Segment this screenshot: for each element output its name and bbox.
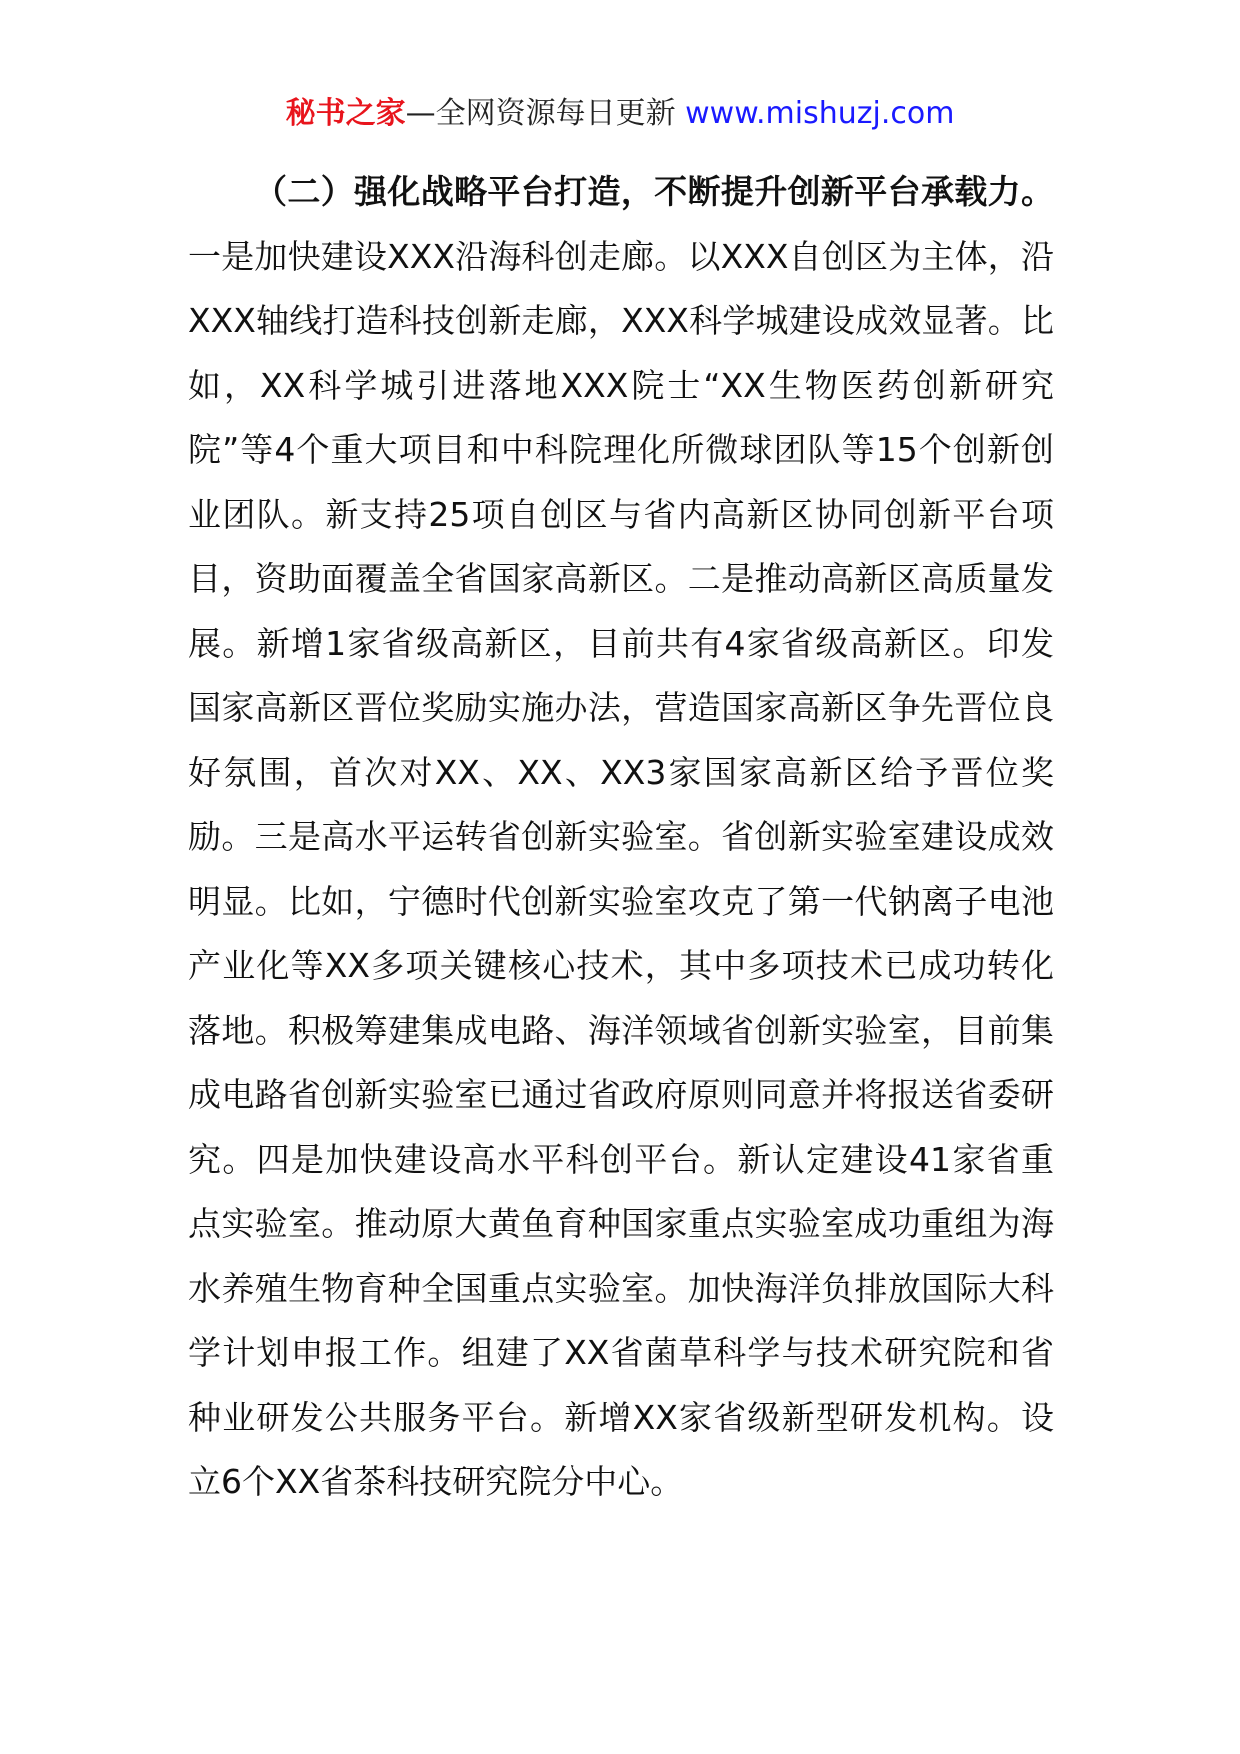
section-heading: （二）强化战略平台打造，不断提升创新平台承载力。 xyxy=(254,172,1054,211)
document-body xyxy=(188,160,1054,1515)
site-url[interactable]: www.mishuzj.com xyxy=(685,96,955,131)
paragraph xyxy=(188,160,1054,1515)
brand-name: 秘书之家 xyxy=(285,96,406,131)
header-slogan: —全网资源每日更新 xyxy=(405,96,686,131)
site-header xyxy=(0,94,1240,134)
paragraph-text: 一是加快建设XXX沿海科创走廊。以XXX自创区为主体，沿XXX轴线打造科技创新走廊，XXX科学城建设成效显著。比如，XX科学城引进落地XXX院士“XX生物医药创新研究院”等4个重大项目和中科院理化所微球团队等15个创新创业团队。新支持25项自创区与省内高新区协同创新平台项目，资助面覆盖全省国家高新区。二是推动高新区高质量发展。新增1家省级高新区，目前共有4家省级高新区。印发国家高新区晋位奖励实施办法，营造国家高新区争先晋位良好氛围，首次对XX、XX、XX3家国家高新区给予晋位奖励。三是高水平运转省创新实验室。省创新实验室建设成效明显。比如，宁德时代创新实验室攻克了第一代钠离子电池产业化等XX多项关键核心技术，其中多项技术已成功转化落地。积极筹建集成电路、海洋领域省创新实验室，目前集成电路省创新实验室已通过省政府原则同意并将报送省委研究。四是加快建设高水平科创平台。新认定建设41家省重点实验室。推动原大黄鱼育种国家重点实验室成功重组为海水养殖生物育种全国重点实验室。加快海洋负排放国际大科学计划申报工作。组建了XX省菌草科学与技术研究院和省种业研发公共服务平台。新增XX家省级新型研发机构。设立6个XX省茶科技研究院分中心。 xyxy=(188,236,1054,1501)
